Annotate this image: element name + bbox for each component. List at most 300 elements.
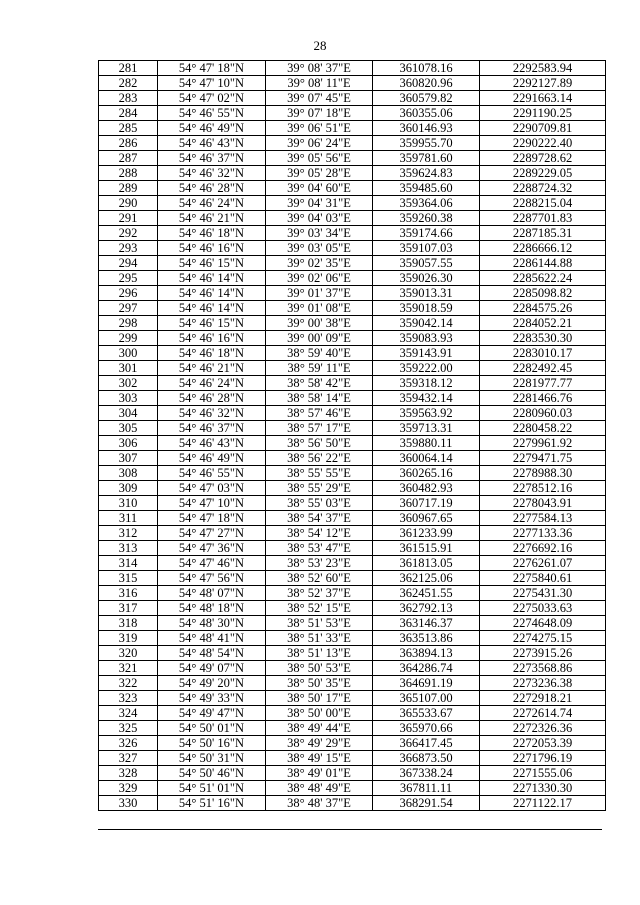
latitude-cell: 54° 46' 49"N <box>158 121 266 136</box>
x-coordinate-cell: 363513.86 <box>373 631 480 646</box>
y-coordinate-cell: 2285098.82 <box>480 286 606 301</box>
x-coordinate-cell: 360482.93 <box>373 481 480 496</box>
y-coordinate-cell: 2272053.39 <box>480 736 606 751</box>
x-coordinate-cell: 360355.06 <box>373 106 480 121</box>
latitude-cell: 54° 51' 16"N <box>158 796 266 811</box>
y-coordinate-cell: 2273236.38 <box>480 676 606 691</box>
latitude-cell: 54° 47' 36"N <box>158 541 266 556</box>
table-row <box>99 151 606 166</box>
y-coordinate-cell: 2281977.77 <box>480 376 606 391</box>
y-coordinate-cell: 2287185.31 <box>480 226 606 241</box>
longitude-cell: 39° 05' 28"E <box>266 166 373 181</box>
point-number-cell: 312 <box>99 526 158 541</box>
table-row <box>99 226 606 241</box>
point-number-cell: 314 <box>99 556 158 571</box>
longitude-cell: 39° 04' 03"E <box>266 211 373 226</box>
longitude-cell: 39° 00' 38"E <box>266 316 373 331</box>
y-coordinate-cell: 2289229.05 <box>480 166 606 181</box>
x-coordinate-cell: 365107.00 <box>373 691 480 706</box>
longitude-cell: 38° 50' 35"E <box>266 676 373 691</box>
table-row <box>99 256 606 271</box>
latitude-cell: 54° 47' 27"N <box>158 526 266 541</box>
y-coordinate-cell: 2290709.81 <box>480 121 606 136</box>
latitude-cell: 54° 49' 33"N <box>158 691 266 706</box>
x-coordinate-cell: 359018.59 <box>373 301 480 316</box>
latitude-cell: 54° 46' 49"N <box>158 451 266 466</box>
y-coordinate-cell: 2284575.26 <box>480 301 606 316</box>
y-coordinate-cell: 2283530.30 <box>480 331 606 346</box>
latitude-cell: 54° 46' 55"N <box>158 466 266 481</box>
point-number-cell: 319 <box>99 631 158 646</box>
point-number-cell: 299 <box>99 331 158 346</box>
page-number: 28 <box>313 38 327 53</box>
longitude-cell: 39° 04' 31"E <box>266 196 373 211</box>
point-number-cell: 296 <box>99 286 158 301</box>
longitude-cell: 38° 52' 60"E <box>266 571 373 586</box>
x-coordinate-cell: 361813.05 <box>373 556 480 571</box>
y-coordinate-cell: 2283010.17 <box>480 346 606 361</box>
table-row <box>99 241 606 256</box>
longitude-cell: 39° 07' 45"E <box>266 91 373 106</box>
longitude-cell: 38° 55' 55"E <box>266 466 373 481</box>
point-number-cell: 316 <box>99 586 158 601</box>
longitude-cell: 39° 03' 34"E <box>266 226 373 241</box>
y-coordinate-cell: 2274275.15 <box>480 631 606 646</box>
latitude-cell: 54° 46' 14"N <box>158 271 266 286</box>
x-coordinate-cell: 359318.12 <box>373 376 480 391</box>
point-number-cell: 325 <box>99 721 158 736</box>
longitude-cell: 39° 02' 35"E <box>266 256 373 271</box>
point-number-cell: 322 <box>99 676 158 691</box>
table-row <box>99 586 606 601</box>
point-number-cell: 302 <box>99 376 158 391</box>
coordinates-table-body <box>99 61 606 811</box>
latitude-cell: 54° 46' 16"N <box>158 241 266 256</box>
longitude-cell: 38° 48' 49"E <box>266 781 373 796</box>
table-row <box>99 106 606 121</box>
latitude-cell: 54° 46' 18"N <box>158 346 266 361</box>
x-coordinate-cell: 360967.65 <box>373 511 480 526</box>
y-coordinate-cell: 2271796.19 <box>480 751 606 766</box>
y-coordinate-cell: 2284052.21 <box>480 316 606 331</box>
y-coordinate-cell: 2272614.74 <box>480 706 606 721</box>
x-coordinate-cell: 359222.00 <box>373 361 480 376</box>
table-row <box>99 541 606 556</box>
y-coordinate-cell: 2292127.89 <box>480 76 606 91</box>
latitude-cell: 54° 46' 21"N <box>158 211 266 226</box>
latitude-cell: 54° 47' 46"N <box>158 556 266 571</box>
point-number-cell: 298 <box>99 316 158 331</box>
longitude-cell: 38° 49' 44"E <box>266 721 373 736</box>
latitude-cell: 54° 48' 41"N <box>158 631 266 646</box>
y-coordinate-cell: 2292583.94 <box>480 61 606 76</box>
latitude-cell: 54° 47' 10"N <box>158 76 266 91</box>
point-number-cell: 304 <box>99 406 158 421</box>
table-row <box>99 466 606 481</box>
y-coordinate-cell: 2278512.16 <box>480 481 606 496</box>
table-row <box>99 301 606 316</box>
y-coordinate-cell: 2287701.83 <box>480 211 606 226</box>
longitude-cell: 39° 08' 37"E <box>266 61 373 76</box>
longitude-cell: 39° 01' 37"E <box>266 286 373 301</box>
table-row <box>99 661 606 676</box>
longitude-cell: 38° 53' 47"E <box>266 541 373 556</box>
x-coordinate-cell: 359026.30 <box>373 271 480 286</box>
longitude-cell: 38° 49' 29"E <box>266 736 373 751</box>
point-number-cell: 324 <box>99 706 158 721</box>
longitude-cell: 38° 50' 00"E <box>266 706 373 721</box>
table-row <box>99 121 606 136</box>
page-bottom-rule <box>98 829 602 830</box>
table-row <box>99 766 606 781</box>
latitude-cell: 54° 46' 18"N <box>158 226 266 241</box>
y-coordinate-cell: 2271555.06 <box>480 766 606 781</box>
latitude-cell: 54° 46' 16"N <box>158 331 266 346</box>
x-coordinate-cell: 359042.14 <box>373 316 480 331</box>
table-row <box>99 196 606 211</box>
point-number-cell: 323 <box>99 691 158 706</box>
point-number-cell: 307 <box>99 451 158 466</box>
x-coordinate-cell: 359880.11 <box>373 436 480 451</box>
x-coordinate-cell: 360820.96 <box>373 76 480 91</box>
latitude-cell: 54° 46' 14"N <box>158 286 266 301</box>
x-coordinate-cell: 366417.45 <box>373 736 480 751</box>
point-number-cell: 318 <box>99 616 158 631</box>
longitude-cell: 38° 57' 17"E <box>266 421 373 436</box>
longitude-cell: 38° 54' 12"E <box>266 526 373 541</box>
longitude-cell: 38° 51' 13"E <box>266 646 373 661</box>
y-coordinate-cell: 2291663.14 <box>480 91 606 106</box>
point-number-cell: 289 <box>99 181 158 196</box>
y-coordinate-cell: 2277133.36 <box>480 526 606 541</box>
table-row <box>99 406 606 421</box>
table-row <box>99 706 606 721</box>
point-number-cell: 311 <box>99 511 158 526</box>
x-coordinate-cell: 359143.91 <box>373 346 480 361</box>
longitude-cell: 38° 49' 01"E <box>266 766 373 781</box>
table-row <box>99 751 606 766</box>
point-number-cell: 282 <box>99 76 158 91</box>
x-coordinate-cell: 368291.54 <box>373 796 480 811</box>
table-row <box>99 781 606 796</box>
point-number-cell: 286 <box>99 136 158 151</box>
table-row <box>99 796 606 811</box>
x-coordinate-cell: 359485.60 <box>373 181 480 196</box>
longitude-cell: 39° 08' 11"E <box>266 76 373 91</box>
point-number-cell: 297 <box>99 301 158 316</box>
table-row <box>99 211 606 226</box>
latitude-cell: 54° 46' 28"N <box>158 391 266 406</box>
table-row <box>99 331 606 346</box>
table-row <box>99 376 606 391</box>
x-coordinate-cell: 365970.66 <box>373 721 480 736</box>
latitude-cell: 54° 51' 01"N <box>158 781 266 796</box>
table-row <box>99 481 606 496</box>
table-row <box>99 571 606 586</box>
x-coordinate-cell: 359364.06 <box>373 196 480 211</box>
table-row <box>99 61 606 76</box>
point-number-cell: 293 <box>99 241 158 256</box>
y-coordinate-cell: 2278988.30 <box>480 466 606 481</box>
table-row <box>99 166 606 181</box>
latitude-cell: 54° 46' 21"N <box>158 361 266 376</box>
x-coordinate-cell: 365533.67 <box>373 706 480 721</box>
longitude-cell: 38° 52' 37"E <box>266 586 373 601</box>
y-coordinate-cell: 2289728.62 <box>480 151 606 166</box>
y-coordinate-cell: 2279961.92 <box>480 436 606 451</box>
table-row <box>99 436 606 451</box>
latitude-cell: 54° 49' 20"N <box>158 676 266 691</box>
x-coordinate-cell: 360064.14 <box>373 451 480 466</box>
table-row <box>99 556 606 571</box>
x-coordinate-cell: 359057.55 <box>373 256 480 271</box>
x-coordinate-cell: 363146.37 <box>373 616 480 631</box>
point-number-cell: 285 <box>99 121 158 136</box>
longitude-cell: 38° 51' 53"E <box>266 616 373 631</box>
longitude-cell: 39° 05' 56"E <box>266 151 373 166</box>
latitude-cell: 54° 47' 10"N <box>158 496 266 511</box>
table-row <box>99 631 606 646</box>
latitude-cell: 54° 49' 47"N <box>158 706 266 721</box>
latitude-cell: 54° 48' 54"N <box>158 646 266 661</box>
y-coordinate-cell: 2273915.26 <box>480 646 606 661</box>
latitude-cell: 54° 46' 32"N <box>158 406 266 421</box>
point-number-cell: 320 <box>99 646 158 661</box>
table-row <box>99 346 606 361</box>
x-coordinate-cell: 366873.50 <box>373 751 480 766</box>
point-number-cell: 329 <box>99 781 158 796</box>
y-coordinate-cell: 2277584.13 <box>480 511 606 526</box>
point-number-cell: 309 <box>99 481 158 496</box>
point-number-cell: 326 <box>99 736 158 751</box>
x-coordinate-cell: 364691.19 <box>373 676 480 691</box>
table-row <box>99 286 606 301</box>
y-coordinate-cell: 2274648.09 <box>480 616 606 631</box>
latitude-cell: 54° 49' 07"N <box>158 661 266 676</box>
latitude-cell: 54° 48' 07"N <box>158 586 266 601</box>
x-coordinate-cell: 360146.93 <box>373 121 480 136</box>
latitude-cell: 54° 50' 01"N <box>158 721 266 736</box>
x-coordinate-cell: 360265.16 <box>373 466 480 481</box>
table-row <box>99 91 606 106</box>
x-coordinate-cell: 363894.13 <box>373 646 480 661</box>
x-coordinate-cell: 359432.14 <box>373 391 480 406</box>
point-number-cell: 294 <box>99 256 158 271</box>
x-coordinate-cell: 359781.60 <box>373 151 480 166</box>
longitude-cell: 38° 52' 15"E <box>266 601 373 616</box>
longitude-cell: 39° 02' 06"E <box>266 271 373 286</box>
latitude-cell: 54° 47' 56"N <box>158 571 266 586</box>
point-number-cell: 300 <box>99 346 158 361</box>
point-number-cell: 287 <box>99 151 158 166</box>
table-row <box>99 316 606 331</box>
latitude-cell: 54° 46' 43"N <box>158 136 266 151</box>
y-coordinate-cell: 2272326.36 <box>480 721 606 736</box>
table-row <box>99 526 606 541</box>
table-row <box>99 76 606 91</box>
point-number-cell: 284 <box>99 106 158 121</box>
table-row <box>99 451 606 466</box>
latitude-cell: 54° 48' 30"N <box>158 616 266 631</box>
table-row <box>99 361 606 376</box>
x-coordinate-cell: 362125.06 <box>373 571 480 586</box>
point-number-cell: 321 <box>99 661 158 676</box>
point-number-cell: 283 <box>99 91 158 106</box>
longitude-cell: 38° 56' 50"E <box>266 436 373 451</box>
latitude-cell: 54° 47' 02"N <box>158 91 266 106</box>
point-number-cell: 288 <box>99 166 158 181</box>
table-row <box>99 736 606 751</box>
latitude-cell: 54° 46' 24"N <box>158 196 266 211</box>
longitude-cell: 38° 55' 29"E <box>266 481 373 496</box>
longitude-cell: 39° 06' 51"E <box>266 121 373 136</box>
latitude-cell: 54° 46' 28"N <box>158 181 266 196</box>
latitude-cell: 54° 46' 32"N <box>158 166 266 181</box>
x-coordinate-cell: 359013.31 <box>373 286 480 301</box>
table-row <box>99 646 606 661</box>
longitude-cell: 38° 57' 46"E <box>266 406 373 421</box>
longitude-cell: 38° 59' 40"E <box>266 346 373 361</box>
point-number-cell: 290 <box>99 196 158 211</box>
latitude-cell: 54° 46' 37"N <box>158 421 266 436</box>
x-coordinate-cell: 359563.92 <box>373 406 480 421</box>
longitude-cell: 38° 50' 53"E <box>266 661 373 676</box>
y-coordinate-cell: 2273568.86 <box>480 661 606 676</box>
point-number-cell: 306 <box>99 436 158 451</box>
y-coordinate-cell: 2288724.32 <box>480 181 606 196</box>
longitude-cell: 38° 49' 15"E <box>266 751 373 766</box>
x-coordinate-cell: 362792.13 <box>373 601 480 616</box>
y-coordinate-cell: 2286666.12 <box>480 241 606 256</box>
y-coordinate-cell: 2272918.21 <box>480 691 606 706</box>
y-coordinate-cell: 2280960.03 <box>480 406 606 421</box>
x-coordinate-cell: 361515.91 <box>373 541 480 556</box>
y-coordinate-cell: 2286144.88 <box>480 256 606 271</box>
longitude-cell: 38° 55' 03"E <box>266 496 373 511</box>
table-row <box>99 181 606 196</box>
table-row <box>99 391 606 406</box>
longitude-cell: 38° 56' 22"E <box>266 451 373 466</box>
x-coordinate-cell: 360717.19 <box>373 496 480 511</box>
table-row <box>99 691 606 706</box>
longitude-cell: 38° 51' 33"E <box>266 631 373 646</box>
x-coordinate-cell: 359107.03 <box>373 241 480 256</box>
x-coordinate-cell: 359083.93 <box>373 331 480 346</box>
point-number-cell: 315 <box>99 571 158 586</box>
y-coordinate-cell: 2278043.91 <box>480 496 606 511</box>
point-number-cell: 281 <box>99 61 158 76</box>
y-coordinate-cell: 2275431.30 <box>480 586 606 601</box>
x-coordinate-cell: 359955.70 <box>373 136 480 151</box>
y-coordinate-cell: 2290222.40 <box>480 136 606 151</box>
table-row <box>99 496 606 511</box>
point-number-cell: 303 <box>99 391 158 406</box>
y-coordinate-cell: 2279471.75 <box>480 451 606 466</box>
table-row <box>99 271 606 286</box>
latitude-cell: 54° 50' 46"N <box>158 766 266 781</box>
x-coordinate-cell: 367811.11 <box>373 781 480 796</box>
point-number-cell: 313 <box>99 541 158 556</box>
y-coordinate-cell: 2276261.07 <box>480 556 606 571</box>
latitude-cell: 54° 46' 24"N <box>158 376 266 391</box>
x-coordinate-cell: 359260.38 <box>373 211 480 226</box>
y-coordinate-cell: 2288215.04 <box>480 196 606 211</box>
y-coordinate-cell: 2285622.24 <box>480 271 606 286</box>
x-coordinate-cell: 359174.66 <box>373 226 480 241</box>
point-number-cell: 305 <box>99 421 158 436</box>
longitude-cell: 39° 04' 60"E <box>266 181 373 196</box>
x-coordinate-cell: 362451.55 <box>373 586 480 601</box>
point-number-cell: 328 <box>99 766 158 781</box>
y-coordinate-cell: 2282492.45 <box>480 361 606 376</box>
y-coordinate-cell: 2291190.25 <box>480 106 606 121</box>
latitude-cell: 54° 50' 16"N <box>158 736 266 751</box>
point-number-cell: 295 <box>99 271 158 286</box>
table-row <box>99 676 606 691</box>
latitude-cell: 54° 46' 14"N <box>158 301 266 316</box>
latitude-cell: 54° 47' 18"N <box>158 511 266 526</box>
x-coordinate-cell: 359624.83 <box>373 166 480 181</box>
table-row <box>99 421 606 436</box>
longitude-cell: 39° 03' 05"E <box>266 241 373 256</box>
y-coordinate-cell: 2275840.61 <box>480 571 606 586</box>
y-coordinate-cell: 2275033.63 <box>480 601 606 616</box>
y-coordinate-cell: 2271122.17 <box>480 796 606 811</box>
longitude-cell: 39° 01' 08"E <box>266 301 373 316</box>
latitude-cell: 54° 47' 03"N <box>158 481 266 496</box>
longitude-cell: 39° 07' 18"E <box>266 106 373 121</box>
latitude-cell: 54° 47' 18"N <box>158 61 266 76</box>
longitude-cell: 38° 58' 14"E <box>266 391 373 406</box>
longitude-cell: 38° 48' 37"E <box>266 796 373 811</box>
y-coordinate-cell: 2271330.30 <box>480 781 606 796</box>
longitude-cell: 38° 54' 37"E <box>266 511 373 526</box>
y-coordinate-cell: 2276692.16 <box>480 541 606 556</box>
y-coordinate-cell: 2281466.76 <box>480 391 606 406</box>
latitude-cell: 54° 46' 43"N <box>158 436 266 451</box>
longitude-cell: 39° 00' 09"E <box>266 331 373 346</box>
latitude-cell: 54° 46' 37"N <box>158 151 266 166</box>
latitude-cell: 54° 46' 15"N <box>158 316 266 331</box>
point-number-cell: 310 <box>99 496 158 511</box>
x-coordinate-cell: 367338.24 <box>373 766 480 781</box>
x-coordinate-cell: 361233.99 <box>373 526 480 541</box>
longitude-cell: 38° 58' 42"E <box>266 376 373 391</box>
table-row <box>99 511 606 526</box>
coordinates-table <box>98 60 606 811</box>
x-coordinate-cell: 359713.31 <box>373 421 480 436</box>
longitude-cell: 39° 06' 24"E <box>266 136 373 151</box>
latitude-cell: 54° 46' 55"N <box>158 106 266 121</box>
point-number-cell: 308 <box>99 466 158 481</box>
point-number-cell: 330 <box>99 796 158 811</box>
point-number-cell: 292 <box>99 226 158 241</box>
point-number-cell: 291 <box>99 211 158 226</box>
latitude-cell: 54° 46' 15"N <box>158 256 266 271</box>
x-coordinate-cell: 361078.16 <box>373 61 480 76</box>
longitude-cell: 38° 50' 17"E <box>266 691 373 706</box>
point-number-cell: 317 <box>99 601 158 616</box>
y-coordinate-cell: 2280458.22 <box>480 421 606 436</box>
longitude-cell: 38° 59' 11"E <box>266 361 373 376</box>
table-row <box>99 601 606 616</box>
latitude-cell: 54° 50' 31"N <box>158 751 266 766</box>
point-number-cell: 301 <box>99 361 158 376</box>
table-row <box>99 721 606 736</box>
table-row <box>99 136 606 151</box>
x-coordinate-cell: 360579.82 <box>373 91 480 106</box>
longitude-cell: 38° 53' 23"E <box>266 556 373 571</box>
